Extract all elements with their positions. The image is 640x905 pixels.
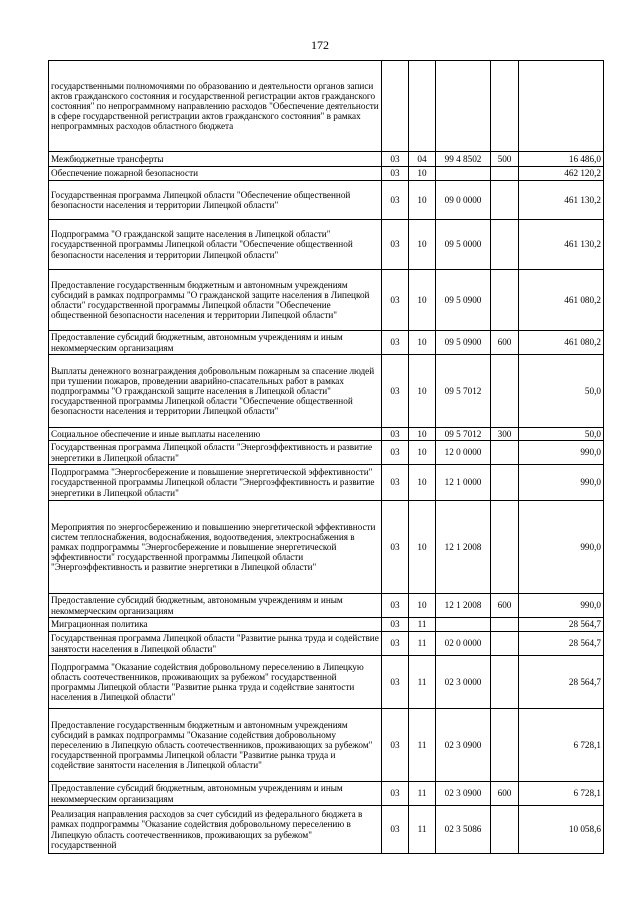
row-name: Предоставление государственным бюджетным и автономным учреждениям субсидий в рамках подпрограммы "Оказание содействия добровольному переселению в Липецкую область соотечественников, проживающих за рубежом" государственной программы Липецкой области "Развитие рынка труда и содействие занятости населения в Липецкой области" bbox=[49, 709, 382, 782]
table-row bbox=[49, 782, 604, 806]
row-subsection-code: 10 bbox=[409, 331, 436, 355]
row-target-article-code: 12 1 0000 bbox=[436, 465, 491, 501]
table-row bbox=[49, 61, 604, 152]
table-row bbox=[49, 501, 604, 594]
row-expense-type-code bbox=[491, 501, 519, 594]
row-name: Государственная программа Липецкой области "Обеспечение общественной безопасности населения и территории Липецкой области" bbox=[49, 181, 382, 220]
row-target-article-code: 09 5 0000 bbox=[436, 220, 491, 270]
row-amount bbox=[519, 61, 604, 152]
row-target-article-code: 09 5 7012 bbox=[436, 355, 491, 428]
row-section-code: 03 bbox=[382, 618, 409, 632]
row-subsection-code bbox=[409, 61, 436, 152]
row-target-article-code: 02 3 0000 bbox=[436, 656, 491, 709]
row-section-code: 03 bbox=[382, 167, 409, 181]
row-amount: 990,0 bbox=[519, 501, 604, 594]
row-section-code: 03 bbox=[382, 501, 409, 594]
row-section-code: 03 bbox=[382, 656, 409, 709]
row-expense-type-code bbox=[491, 441, 519, 465]
row-name: Предоставление субсидий бюджетным, автономным учреждениям и иным некоммерческим организациям bbox=[49, 331, 382, 355]
row-subsection-code: 10 bbox=[409, 167, 436, 181]
row-target-article-code: 12 1 2008 bbox=[436, 501, 491, 594]
row-section-code: 03 bbox=[382, 465, 409, 501]
table-row bbox=[49, 441, 604, 465]
row-amount: 461 080,2 bbox=[519, 331, 604, 355]
table-row bbox=[49, 270, 604, 331]
row-subsection-code: 10 bbox=[409, 441, 436, 465]
row-subsection-code: 11 bbox=[409, 632, 436, 656]
row-target-article-code: 02 3 5086 bbox=[436, 806, 491, 854]
row-subsection-code: 10 bbox=[409, 465, 436, 501]
row-amount: 990,0 bbox=[519, 441, 604, 465]
row-name: государственными полномочиями по образованию и деятельности органов записи актов гражданского состояния и государственной регистрации актов гражданского состояния" по непрограммному направлению расходов "Обеспечение деятельности в сфере государственной регистрации актов гражданского состояния" в рамках непрограммных расходов областного бюджета bbox=[49, 61, 382, 152]
row-expense-type-code bbox=[491, 618, 519, 632]
row-subsection-code: 11 bbox=[409, 806, 436, 854]
row-subsection-code: 11 bbox=[409, 656, 436, 709]
row-expense-type-code bbox=[491, 806, 519, 854]
row-expense-type-code bbox=[491, 656, 519, 709]
row-name: Государственная программа Липецкой области "Развитие рынка труда и содействие занятости населения в Липецкой области" bbox=[49, 632, 382, 656]
row-name: Мероприятия по энергосбережению и повышению энергетической эффективности систем теплоснабжения, водоснабжения, водоотведения, электроснабжения в рамках подпрограммы "Энергосбережение и повышение энергетической эффективности" государственной программы Липецкой области "Энергоэффективность и развитие энергетики в Липецкой области" bbox=[49, 501, 382, 594]
table-row bbox=[49, 618, 604, 632]
row-target-article-code bbox=[436, 167, 491, 181]
table-row bbox=[49, 331, 604, 355]
row-expense-type-code: 600 bbox=[491, 782, 519, 806]
row-expense-type-code: 500 bbox=[491, 152, 519, 167]
table-row bbox=[49, 152, 604, 167]
row-subsection-code: 10 bbox=[409, 181, 436, 220]
row-section-code: 03 bbox=[382, 152, 409, 167]
row-amount: 50,0 bbox=[519, 428, 604, 441]
row-name: Миграционная политика bbox=[49, 618, 382, 632]
row-target-article-code bbox=[436, 61, 491, 152]
row-subsection-code: 10 bbox=[409, 270, 436, 331]
row-amount: 990,0 bbox=[519, 465, 604, 501]
row-section-code: 03 bbox=[382, 782, 409, 806]
row-target-article-code: 09 5 7012 bbox=[436, 428, 491, 441]
table-row bbox=[49, 355, 604, 428]
row-expense-type-code: 300 bbox=[491, 428, 519, 441]
row-section-code: 03 bbox=[382, 355, 409, 428]
row-section-code: 03 bbox=[382, 220, 409, 270]
row-subsection-code: 04 bbox=[409, 152, 436, 167]
row-section-code: 03 bbox=[382, 806, 409, 854]
row-subsection-code: 10 bbox=[409, 594, 436, 618]
row-subsection-code: 10 bbox=[409, 355, 436, 428]
table-row bbox=[49, 220, 604, 270]
table-row bbox=[49, 709, 604, 782]
row-amount: 461 130,2 bbox=[519, 220, 604, 270]
table-row bbox=[49, 428, 604, 441]
row-expense-type-code bbox=[491, 465, 519, 501]
row-amount: 28 564,7 bbox=[519, 632, 604, 656]
row-section-code: 03 bbox=[382, 632, 409, 656]
row-amount: 16 486,0 bbox=[519, 152, 604, 167]
row-amount: 6 728,1 bbox=[519, 782, 604, 806]
row-subsection-code: 10 bbox=[409, 428, 436, 441]
row-name: Подпрограмма "Оказание содействия добровольному переселению в Липецкую область соотечественников, проживающих за рубежом" государственной программы Липецкой области "Развитие рынка труда и содействие занятости населения в Липецкой области" bbox=[49, 656, 382, 709]
table-row bbox=[49, 806, 604, 854]
row-target-article-code: 09 0 0000 bbox=[436, 181, 491, 220]
row-name: Предоставление государственным бюджетным и автономным учреждениям субсидий в рамках подпрограммы "О гражданской защите населения в Липецкой области" государственной программы Липецкой области "Обеспечение общественной безопасности населения и территории Липецкой области" bbox=[49, 270, 382, 331]
row-name: Межбюджетные трансферты bbox=[49, 152, 382, 167]
row-expense-type-code bbox=[491, 632, 519, 656]
row-target-article-code: 09 5 0900 bbox=[436, 331, 491, 355]
table-row bbox=[49, 594, 604, 618]
row-section-code: 03 bbox=[382, 331, 409, 355]
page-number: 172 bbox=[311, 38, 329, 52]
row-section-code: 03 bbox=[382, 181, 409, 220]
row-name: Подпрограмма "Энергосбережение и повышение энергетической эффективности" государственной программы Липецкой области "Энергоэффективность и развитие энергетики в Липецкой области" bbox=[49, 465, 382, 501]
row-target-article-code: 02 0 0000 bbox=[436, 632, 491, 656]
row-amount: 10 058,6 bbox=[519, 806, 604, 854]
row-name: Предоставление субсидий бюджетным, автономным учреждениям и иным некоммерческим организациям bbox=[49, 594, 382, 618]
row-section-code: 03 bbox=[382, 270, 409, 331]
row-target-article-code: 12 0 0000 bbox=[436, 441, 491, 465]
row-expense-type-code bbox=[491, 220, 519, 270]
row-section-code: 03 bbox=[382, 709, 409, 782]
row-name: Государственная программа Липецкой области "Энергоэффективность и развитие энергетики в Липецкой области" bbox=[49, 441, 382, 465]
row-subsection-code: 11 bbox=[409, 618, 436, 632]
budget-table bbox=[48, 60, 604, 854]
row-expense-type-code bbox=[491, 167, 519, 181]
row-subsection-code: 11 bbox=[409, 782, 436, 806]
row-name: Социальное обеспечение и иные выплаты населению bbox=[49, 428, 382, 441]
row-target-article-code: 12 1 2008 bbox=[436, 594, 491, 618]
row-name: Выплаты денежного вознаграждения добровольным пожарным за спасение людей при тушении пожаров, проведении аварийно-спасательных работ в рамках подпрограммы "О гражданской защите населения в Липецкой области" государственной программы Липецкой области "Обеспечение общественной безопасности населения и территории Липецкой области" bbox=[49, 355, 382, 428]
row-subsection-code: 11 bbox=[409, 709, 436, 782]
row-target-article-code: 02 3 0900 bbox=[436, 782, 491, 806]
row-expense-type-code bbox=[491, 61, 519, 152]
row-expense-type-code: 600 bbox=[491, 594, 519, 618]
row-target-article-code: 09 5 0900 bbox=[436, 270, 491, 331]
row-name: Предоставление субсидий бюджетным, автономным учреждениям и иным некоммерческим организациям bbox=[49, 782, 382, 806]
row-target-article-code: 99 4 8502 bbox=[436, 152, 491, 167]
row-target-article-code: 02 3 0900 bbox=[436, 709, 491, 782]
table-row bbox=[49, 632, 604, 656]
row-amount: 990,0 bbox=[519, 594, 604, 618]
row-section-code: 03 bbox=[382, 428, 409, 441]
row-name: Обеспечение пожарной безопасности bbox=[49, 167, 382, 181]
row-expense-type-code bbox=[491, 270, 519, 331]
row-amount: 6 728,1 bbox=[519, 709, 604, 782]
row-expense-type-code bbox=[491, 709, 519, 782]
row-expense-type-code: 600 bbox=[491, 331, 519, 355]
row-subsection-code: 10 bbox=[409, 501, 436, 594]
row-amount: 28 564,7 bbox=[519, 656, 604, 709]
row-name: Реализация направления расходов за счет субсидий из федерального бюджета в рамках подпрограммы "Оказание содействия добровольному переселению в Липецкую область соотечественников, проживающих за рубежом" государственной bbox=[49, 806, 382, 854]
row-subsection-code: 10 bbox=[409, 220, 436, 270]
row-section-code: 03 bbox=[382, 594, 409, 618]
table-row bbox=[49, 181, 604, 220]
table-row bbox=[49, 656, 604, 709]
row-expense-type-code bbox=[491, 355, 519, 428]
row-expense-type-code bbox=[491, 181, 519, 220]
row-amount: 461 080,2 bbox=[519, 270, 604, 331]
row-section-code bbox=[382, 61, 409, 152]
row-amount: 462 120,2 bbox=[519, 167, 604, 181]
row-amount: 50,0 bbox=[519, 355, 604, 428]
row-section-code: 03 bbox=[382, 441, 409, 465]
row-amount: 461 130,2 bbox=[519, 181, 604, 220]
row-name: Подпрограмма "О гражданской защите населения в Липецкой области" государственной программы Липецкой области "Обеспечение общественной безопасности населения и территории Липецкой области" bbox=[49, 220, 382, 270]
table-row bbox=[49, 167, 604, 181]
row-target-article-code bbox=[436, 618, 491, 632]
row-amount: 28 564,7 bbox=[519, 618, 604, 632]
table-row bbox=[49, 465, 604, 501]
budget-table-body bbox=[49, 61, 604, 854]
